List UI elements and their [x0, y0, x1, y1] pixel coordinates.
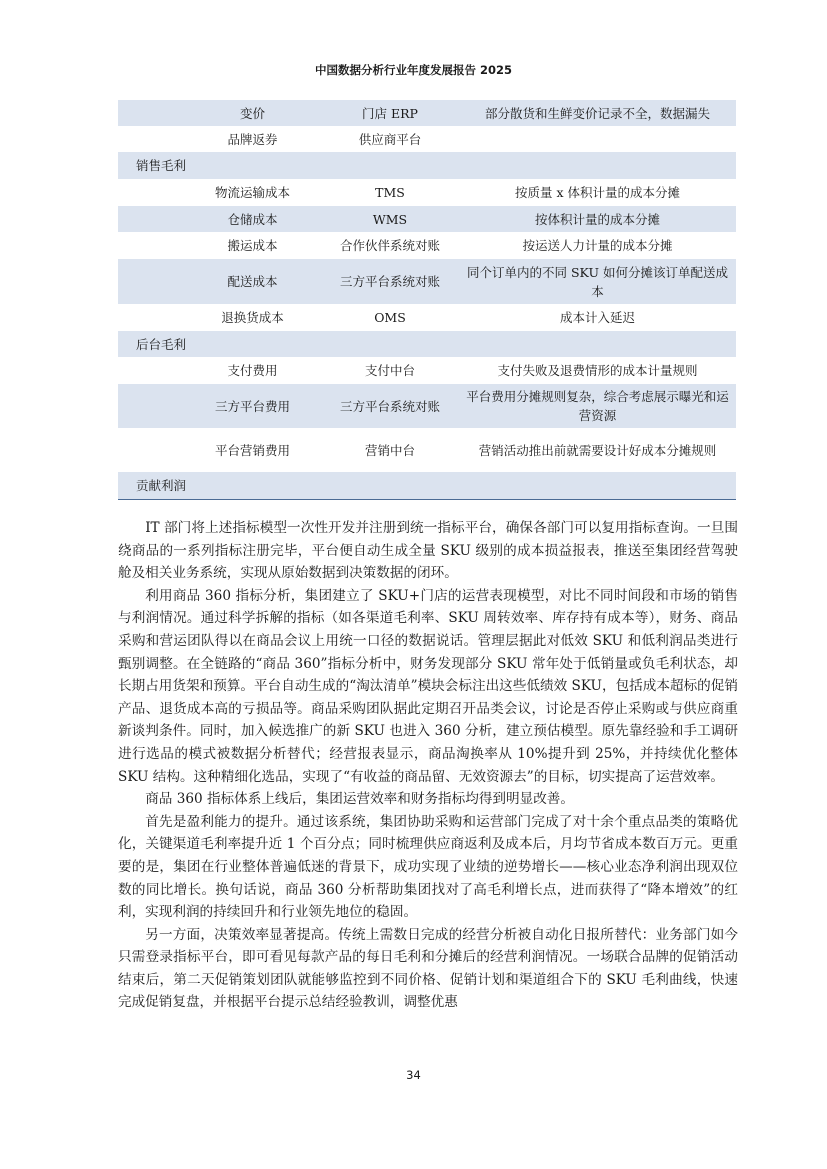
table-section-row [118, 472, 736, 499]
cost-item-name: 配送成本 [227, 274, 278, 289]
cost-item-name: 搬运成本 [227, 238, 278, 253]
source-system: TMS [375, 185, 405, 200]
issue-note: 成本计入延迟 [559, 310, 635, 325]
source-system: 合作伙伴系统对账 [339, 238, 440, 253]
issue-note: 按体积计量的成本分摊 [534, 211, 660, 227]
table-row [118, 206, 736, 232]
issue-note: 按运送人力计量的成本分摊 [522, 238, 673, 253]
paragraph: 利用商品 360 指标分析，集团建立了 SKU+门店的运营表现模型，对比不同时间段和市场的销售与利润情况。通过科学拆解的指标（如各渠道毛利率、SKU 周转效率、库存持有成本等），财务、商品采购和营运团队得以在商品会议上用统一口径的数据说话。管理层据此对低效 SKU 和低利润品类进行甄别调整。在全链路的“商品 360”指标分析中，财务发现部分 SKU 常年处于低销量或负毛利状态，却长期占用货架和预算。平台自动生成的“淘汰清单”模块会标注出这些低绩效 SKU，包括成本超标的促销产品、退货成本高的亏损品等。商品采购团队据此定期召开品类会议，讨论是否停止采购或与供应商重新谈判条件。同时，加入候选推广的新 SKU 也进入 360 分析，建立预估模型。原先靠经验和手工调研进行选品的模式被数据分析替代；经营报表显示，商品淘换率从 10%提升到 25%，并持续优化整体 SKU 结构。这种精细化选品，实现了“有收益的商品留、无效资源去”的目标，切实提高了运营效率。 [118, 587, 738, 785]
paragraph: 商品 360 指标体系上线后，集团运营效率和财务指标均得到明显改善。 [145, 791, 574, 808]
section-label: 后台毛利 [136, 336, 187, 352]
issue-note: 部分散货和生鲜变价记录不全，数据漏失 [484, 105, 710, 121]
cost-item-name: 平台营销费用 [214, 442, 290, 458]
table-section-row [118, 152, 736, 179]
issue-note: 营销活动推出前就需要设计好成本分摊规则 [478, 442, 717, 458]
paragraph: IT 部门将上述指标模型一次性开发并注册到统一指标平台，确保各部门可以复用指标查询。一旦围绕商品的一系列指标注册完毕，平台便自动生成全量 SKU 级别的成本损益报表，推送至集团经营驾驶舱及相关业务系统，实现从原始数据到决策数据的闭环。 [118, 520, 738, 582]
source-system: WMS [372, 211, 408, 227]
table-row [118, 126, 736, 152]
source-system: 支付中台 [364, 363, 415, 378]
table-row [118, 179, 736, 206]
issue-note: 同个订单内的不同 SKU 如何分摊该订单配送成本 [467, 264, 728, 299]
cost-item-name: 变价 [239, 105, 265, 121]
source-system: 三方平台系统对账 [339, 274, 440, 289]
cost-item-name: 仓储成本 [227, 211, 278, 227]
table-row [118, 259, 736, 304]
cost-item-name: 物流运输成本 [214, 185, 290, 200]
paragraph: 首先是盈利能力的提升。通过该系统，集团协助采购和运营部门完成了对十余个重点品类的策略优化，关键渠道毛利率提升近 1 个百分点；同时梳理供应商返利及成本后，月均节省成本数百万元。更重要的是，集团在行业整体普遍低迷的背景下，成功实现了业绩的逆势增长——核心业态净利润出现双位数的同比增长。换句话说，商品 360 分析帮助集团找对了高毛利增长点，进而获得了“降本增效”的红利，实现利润的持续回升和行业领先地位的稳固。 [118, 813, 738, 921]
source-system: 供应商平台 [358, 131, 422, 147]
section-label: 贡献利润 [136, 478, 187, 493]
cost-item-name: 退换货成本 [221, 310, 284, 325]
table-row [118, 232, 736, 259]
table-row [118, 100, 736, 126]
body-text [118, 517, 738, 1014]
source-system: OMS [374, 310, 406, 325]
page-header: 中国数据分析行业年度发展报告 2025 [314, 63, 512, 77]
table-row [118, 384, 736, 428]
source-system: 门店 ERP [362, 105, 418, 121]
cost-indicator-table [118, 100, 736, 500]
source-system: 三方平台系统对账 [339, 398, 440, 414]
table-row [118, 428, 736, 472]
table-row [118, 304, 736, 331]
cost-item-name: 三方平台费用 [214, 398, 290, 414]
issue-note: 按质量 x 体积计量的成本分摊 [515, 185, 680, 200]
paragraph: 另一方面，决策效率显著提高。传统上需数日完成的经营分析被自动化日报所替代：业务部门如今只需登录指标平台，即可看见每款产品的每日毛利和分摊后的经营利润情况。一场联合品牌的促销活动结束后，第二天促销策划团队就能够监控到不同价格、促销计划和渠道组合下的 SKU 毛利曲线，快速完成促销复盘，并根据平台提示总结经验教训，调整优惠 [118, 926, 738, 1011]
page-number: 34 [406, 1068, 421, 1082]
section-label: 销售毛利 [136, 158, 187, 173]
table-row [118, 357, 736, 384]
cost-item-name: 品牌返券 [227, 131, 278, 147]
cost-item-name: 支付费用 [227, 363, 278, 378]
table-section-row [118, 331, 736, 357]
source-system: 营销中台 [364, 442, 415, 458]
issue-note: 支付失败及退费情形的成本计量规则 [497, 363, 698, 378]
issue-note: 平台费用分摊规则复杂，综合考虑展示曝光和运营资源 [466, 389, 729, 423]
